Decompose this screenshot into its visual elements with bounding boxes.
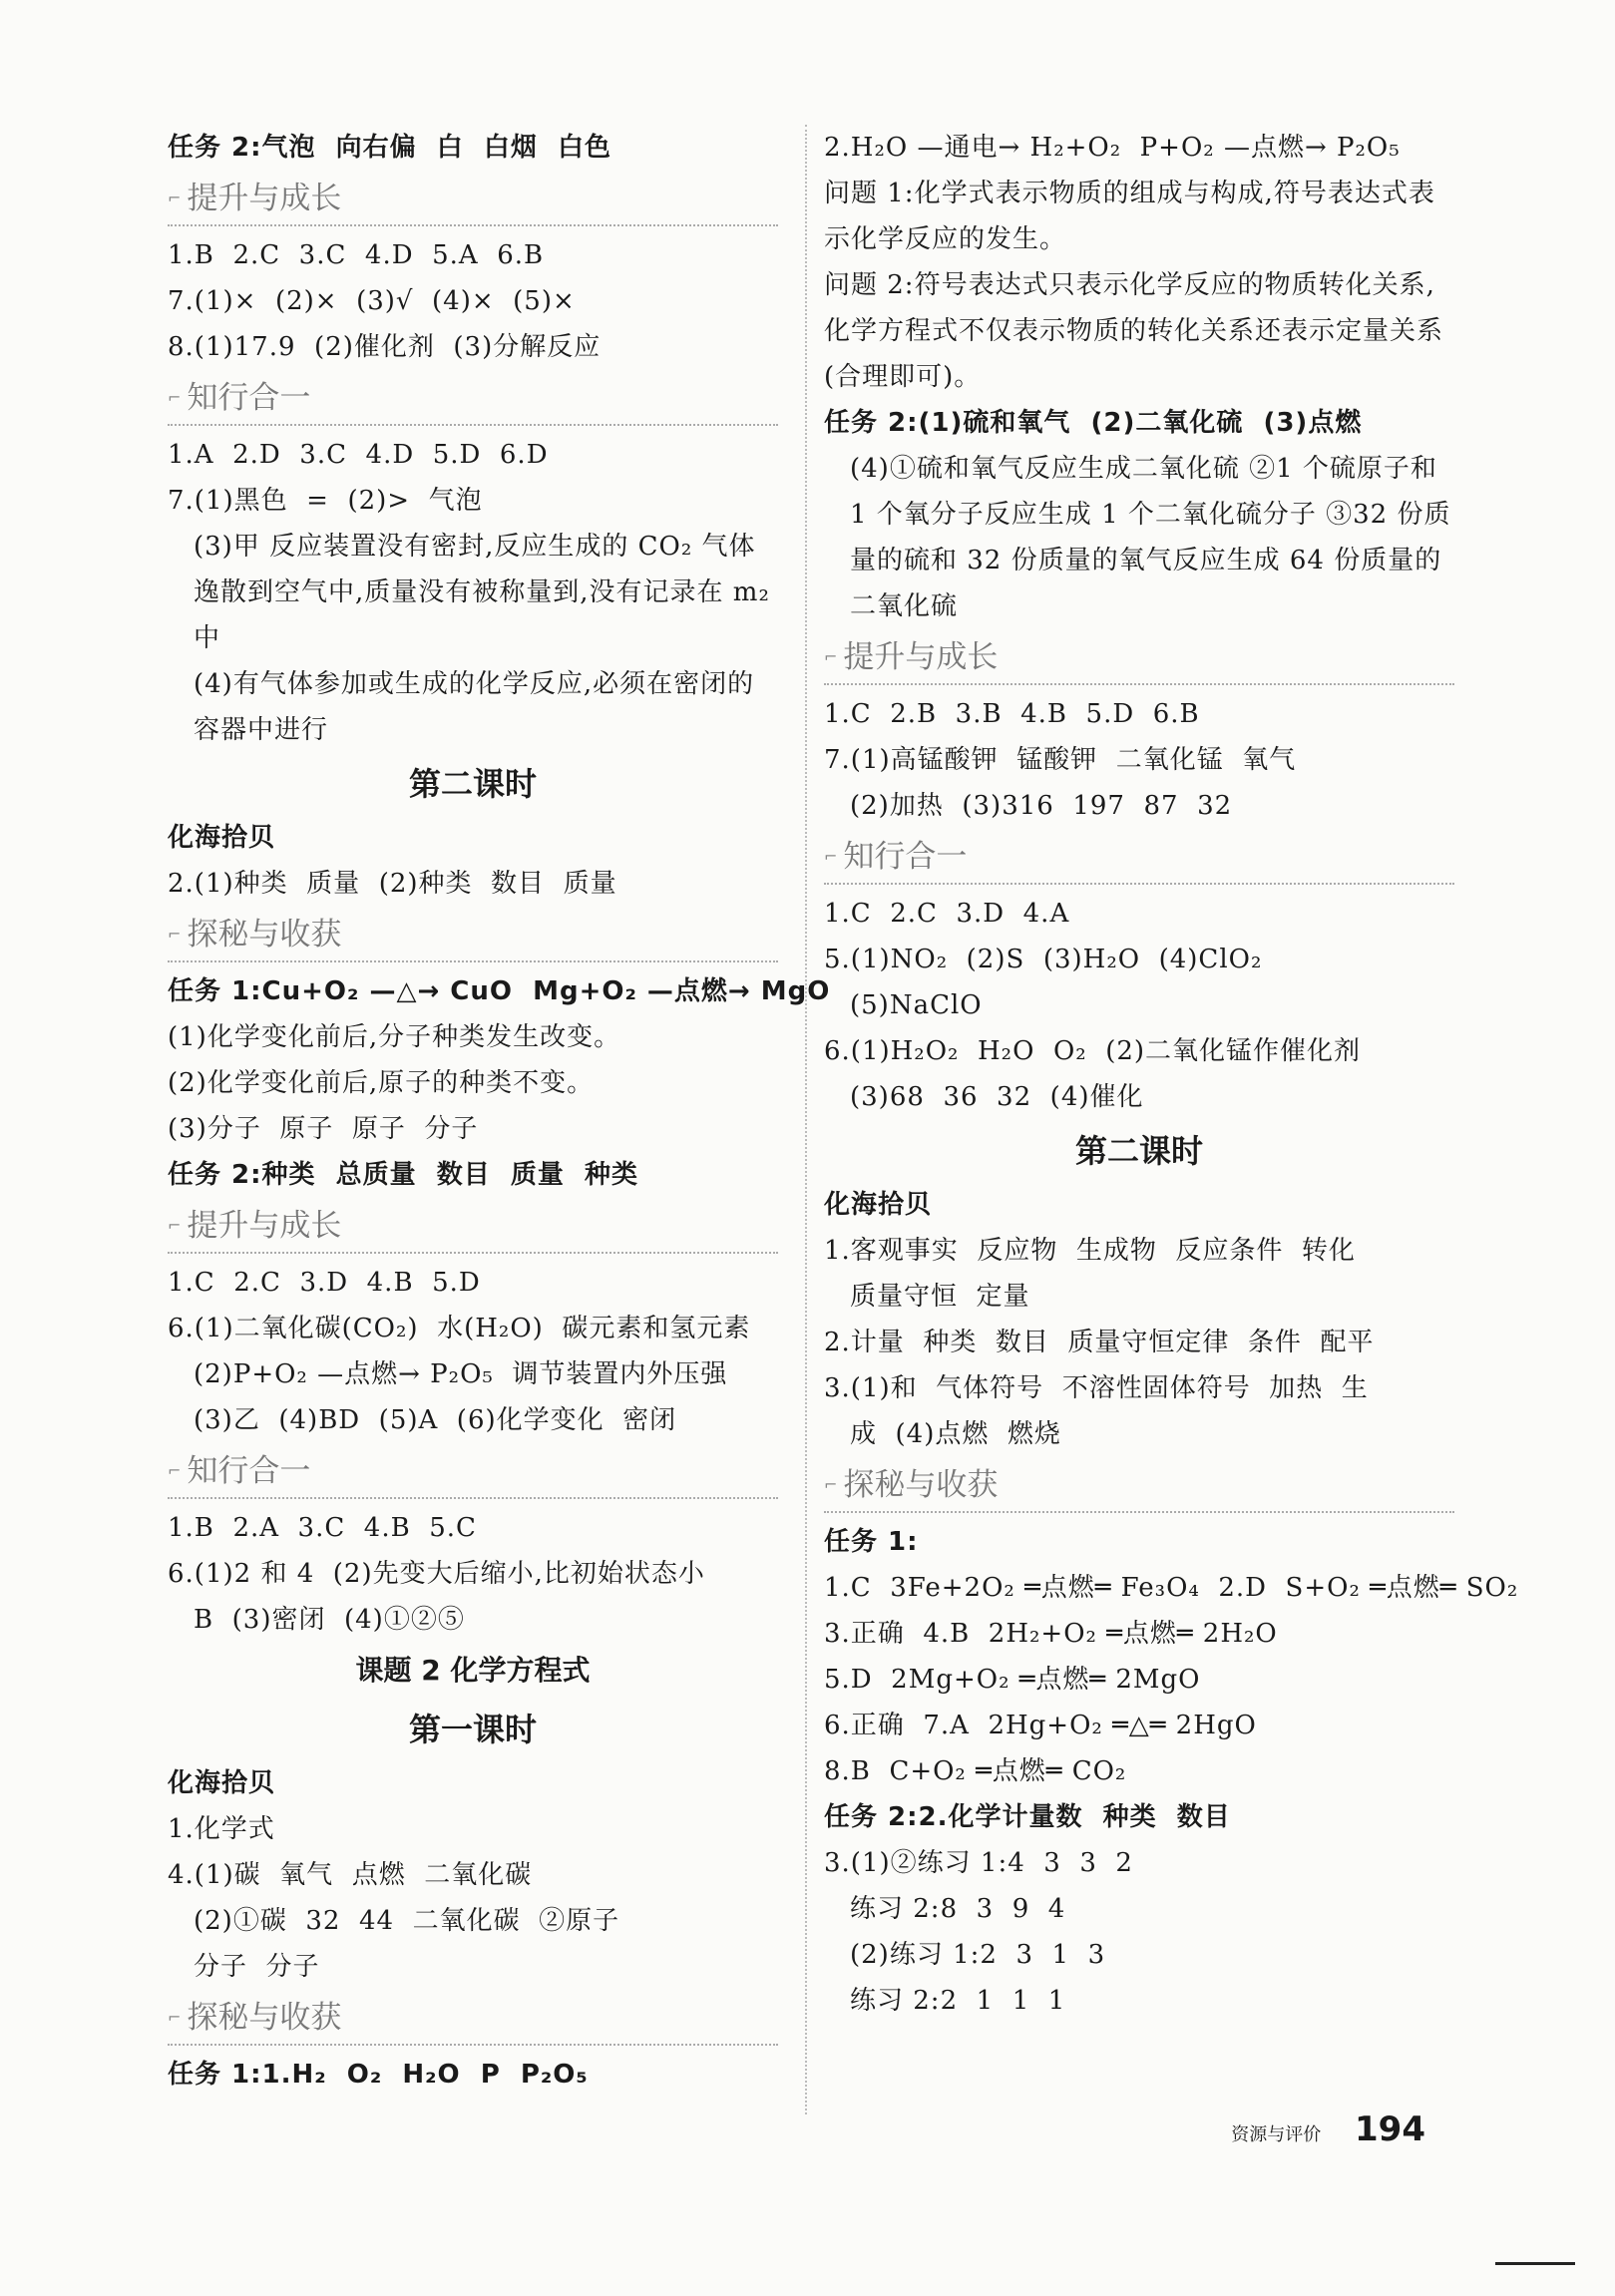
answer-line: 成 (4)点燃 燃烧 (850, 1419, 1061, 1449)
section-bullet-icon: ⌐ (168, 1216, 182, 1235)
answer-line: 4.(1)碳 氧气 点燃 二氧化碳 (168, 1860, 533, 1890)
section-bullet-icon: ⌐ (168, 925, 182, 944)
right-column (824, 125, 1519, 2024)
answer-line: 任务 2:气泡 向右偏 白 白烟 白色 (168, 133, 611, 163)
section-bullet-icon: ⌐ (168, 189, 182, 207)
answer-line: (2)①碳 32 44 二氧化碳 ②原子 (194, 1906, 620, 1936)
answer-line: (4)有气体参加或生成的化学反应,必须在密闭的容器中进行 (194, 669, 755, 745)
edge-mark (1495, 2262, 1575, 2265)
answer-line: 1.A 2.D 3.C 4.D 5.D 6.D (168, 440, 549, 470)
section-heading (168, 372, 778, 426)
section-heading (824, 831, 1454, 885)
section-bullet-icon: ⌐ (168, 1461, 182, 1480)
answer-line: (1)化学变化前后,分子种类发生改变。 (168, 1022, 621, 1052)
section-heading (168, 1200, 778, 1254)
answer-line: 2.计量 种类 数目 质量守恒定律 条件 配平 (824, 1328, 1375, 1357)
answer-line: 1.C 2.C 3.D 4.A (824, 899, 1070, 929)
section-heading-text: 知行合一 (187, 1453, 311, 1489)
section-bullet-icon: ⌐ (824, 847, 838, 866)
answer-line: 练习 2:8 3 9 4 (850, 1894, 1066, 1924)
answer-line: 3.正确 4.B 2H₂+O₂ ═点燃═ 2H₂O (824, 1619, 1278, 1649)
answer-line: 化海拾贝 (168, 1768, 276, 1798)
answer-line: 5.D 2Mg+O₂ ═点燃═ 2MgO (824, 1665, 1201, 1695)
section-heading (168, 1992, 778, 2046)
answer-line: (2)P+O₂ —点燃→ P₂O₅ 调节装置内外压强 (194, 1359, 728, 1389)
answer-line: 问题 2:符号表达式只表示化学反应的物质转化关系,化学方程式不仅表示物质的转化关系还表示定量关系(合理即可)。 (824, 270, 1444, 392)
answer-line: 1.客观事实 反应物 生成物 反应条件 转化 (824, 1236, 1356, 1266)
section-bullet-icon: ⌐ (168, 2008, 182, 2027)
answer-line: 1.C 3Fe+2O₂ ═点燃═ Fe₃O₄ 2.D S+O₂ ═点燃═ SO₂ (824, 1573, 1519, 1603)
answer-line: 6.正确 7.A 2Hg+O₂ ═△═ 2HgO (824, 1711, 1257, 1740)
section-bullet-icon: ⌐ (824, 647, 838, 666)
answer-line: 8.B C+O₂ ═点燃═ CO₂ (824, 1756, 1127, 1786)
answer-line: (5)NaClO (850, 990, 983, 1020)
answer-line: 5.(1)NO₂ (2)S (3)H₂O (4)ClO₂ (824, 945, 1263, 974)
answer-line: 3.(1)②练习 1:4 3 3 2 (824, 1848, 1133, 1878)
lesson-heading: 第二课时 (1074, 1132, 1203, 1170)
answer-line: (2)化学变化前后,原子的种类不变。 (168, 1068, 595, 1098)
answer-line: 质量守恒 定量 (850, 1282, 1030, 1312)
section-heading-text: 提升与成长 (187, 181, 342, 216)
answer-line: 任务 2:(1)硫和氧气 (2)二氧化硫 (3)点燃 (824, 408, 1363, 438)
answer-line: (4)①硫和氧气反应生成二氧化硫 ②1 个硫原子和 1 个氧分子反应生成 1 个二氧化硫分子 ③32 份质量的硫和 32 份质量的氧气反应生成 64 份质量的二氧化硫 (850, 454, 1451, 621)
answer-line: 7.(1)黑色 = (2)> 气泡 (168, 486, 483, 516)
answer-line: B (3)密闭 (4)①②⑤ (194, 1605, 465, 1635)
answer-line: 1.B 2.C 3.C 4.D 5.A 6.B (168, 240, 545, 270)
page-number: 194 (1355, 2109, 1425, 2149)
section-heading-text: 探秘与收获 (843, 1467, 999, 1503)
section-heading-text: 提升与成长 (187, 1208, 342, 1244)
answer-line: 7.(1)高锰酸钾 锰酸钾 二氧化锰 氧气 (824, 745, 1297, 775)
footer-label: 资源与评价 (1231, 2124, 1322, 2145)
answer-line: 1.化学式 (168, 1814, 275, 1844)
answer-line: 练习 2:2 1 1 1 (850, 1986, 1066, 2016)
lesson-heading: 第二课时 (408, 765, 537, 803)
answer-line: 7.(1)× (2)× (3)√ (4)× (5)× (168, 286, 576, 316)
section-heading (168, 1445, 778, 1499)
answer-line: 1.B 2.A 3.C 4.B 5.C (168, 1513, 477, 1543)
answer-line: (3)甲 反应装置没有密封,反应生成的 CO₂ 气体逸散到空气中,质量没有被称量到,没有记录在 m₂ 中 (194, 532, 770, 653)
section-bullet-icon: ⌐ (824, 1475, 838, 1494)
section-heading (168, 909, 778, 962)
answer-line: 化海拾贝 (824, 1190, 933, 1220)
answer-line: (3)乙 (4)BD (5)A (6)化学变化 密闭 (194, 1405, 677, 1435)
column-divider (805, 125, 807, 2114)
answer-line: 2.(1)种类 质量 (2)种类 数目 质量 (168, 869, 617, 899)
answer-line: 6.(1)二氧化碳(CO₂) 水(H₂O) 碳元素和氢元素 (168, 1314, 751, 1343)
answer-line: (3)68 36 32 (4)催化 (850, 1082, 1144, 1112)
answer-line: 任务 1:Cu+O₂ —△→ CuO Mg+O₂ —点燃→ MgO (168, 976, 831, 1006)
section-bullet-icon: ⌐ (168, 388, 182, 407)
answer-line: 任务 2:2.化学计量数 种类 数目 (824, 1802, 1231, 1832)
answer-line: 1.C 2.C 3.D 4.B 5.D (168, 1268, 481, 1298)
answer-line: 6.(1)H₂O₂ H₂O O₂ (2)二氧化锰作催化剂 (824, 1036, 1362, 1066)
section-heading-text: 探秘与收获 (187, 2000, 342, 2036)
answer-line: (2)加热 (3)316 197 87 32 (850, 791, 1233, 821)
section-heading-text: 知行合一 (843, 839, 968, 875)
answer-line: 问题 1:化学式表示物质的组成与构成,符号表达式表示化学反应的发生。 (824, 179, 1435, 254)
answer-line: 8.(1)17.9 (2)催化剂 (3)分解反应 (168, 332, 602, 362)
answer-line: 任务 1:1.H₂ O₂ H₂O P P₂O₅ (168, 2060, 589, 2090)
left-column (168, 125, 831, 2098)
answer-line: 2.H₂O —通电→ H₂+O₂ P+O₂ —点燃→ P₂O₅ (824, 133, 1401, 163)
section-heading (824, 631, 1454, 685)
lesson-heading: 课题 2 化学方程式 (355, 1654, 591, 1687)
answer-line: 1.C 2.B 3.B 4.B 5.D 6.B (824, 699, 1200, 729)
answer-line: 分子 分子 (194, 1952, 320, 1982)
section-heading-text: 提升与成长 (843, 639, 999, 675)
answer-line: (2)练习 1:2 3 1 3 (850, 1940, 1106, 1970)
answer-line: 3.(1)和 气体符号 不溶性固体符号 加热 生 (824, 1373, 1369, 1403)
section-heading-text: 知行合一 (187, 380, 311, 416)
lesson-heading: 第一课时 (408, 1711, 537, 1748)
page-footer (1231, 2109, 1425, 2149)
section-heading-text: 探秘与收获 (187, 917, 342, 953)
answer-line: (3)分子 原子 原子 分子 (168, 1114, 479, 1144)
answer-line: 6.(1)2 和 4 (2)先变大后缩小,比初始状态小 (168, 1559, 705, 1589)
answer-line: 任务 2:种类 总质量 数目 质量 种类 (168, 1160, 638, 1190)
section-heading (168, 173, 778, 226)
section-heading (824, 1459, 1454, 1513)
answer-line: 任务 1: (824, 1527, 919, 1557)
answer-line: 化海拾贝 (168, 823, 276, 853)
